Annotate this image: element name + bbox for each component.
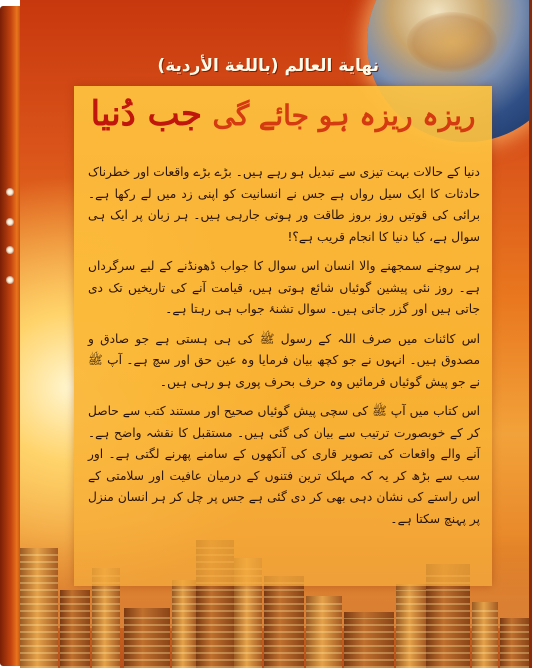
series-title: نهاية العالم (باللغة الأردية)	[157, 56, 379, 76]
spine-hole	[6, 276, 14, 284]
building	[264, 576, 304, 668]
front-cover	[20, 0, 532, 668]
text-panel	[74, 86, 492, 586]
blurb-paragraph: اس کائنات میں صرف اللہ کے رسول ﷺ کی ہی ہستی ہے جو صادق و مصدوق ہیں۔ انہوں نے جو کچھ بیان فرمایا وہ عین حق اور سچ ہے۔ آپ ﷺ نے جو پیش گوئیاں فرمائیں وہ حرف بحرف پوری ہو رہی ہیں۔	[88, 331, 480, 389]
building	[20, 548, 58, 668]
blurb-paragraph: ہر سوچنے سمجھنے والا انسان اس سوال کا جواب ڈھونڈنے کے لیے سرگرداں ہے۔ روز نئی پیشین گوئیاں شائع ہوتی ہیں، قیامت آنے کی تاریخیں تک دی جاتی ہیں اور گزر جاتی ہیں۔ سوال تشنۂ جواب ہی رہتا ہے۔	[88, 259, 480, 316]
building	[396, 584, 426, 668]
building	[306, 596, 342, 668]
building	[344, 612, 394, 668]
spine-hole	[6, 246, 14, 254]
blurb-paragraph: دنیا کے حالات بہت تیزی سے تبدیل ہو رہے ہیں۔ بڑے بڑے واقعات اور خطرناک حادثات کا ایک سیل رواں ہے جس نے انسانیت کو اپنی زد میں لے رکھا ہے۔ برائی کی قوتیں روز بروز طاقت ور ہوتی جارہی ہیں۔ ہر زبان پر ایک ہی سوال ہے، کیا دنیا کا انجام قریب ہے؟!	[88, 165, 480, 244]
building	[472, 602, 498, 668]
book-title-part2: ریزہ ریزہ ہو جائے گی	[212, 99, 476, 132]
blurb	[88, 162, 480, 538]
book-title-part1: جب دُنیا	[90, 94, 203, 134]
blurb-paragraph: اس کتاب میں آپ ﷺ کی سچی پیش گوئیاں صحیح اور مستند کتب سے حاصل کر کے خوبصورت ترتیب سے بیان کی گئی ہیں۔ مستقبل کا نقشہ واضح ہے۔ آنے والے واقعات کی تصویر قاری کی آنکھوں کے سامنے پھرنے لگتی ہے۔ اور سب سے بڑھ کر یہ کہ مہلک ترین فتنوں کے درمیان عافیت اور سلامتی کے اس راستے کی نشان دہی بھی کر دی گئی ہے جس پر چل کر ہر انسان منزل پر پہنچ سکتا ہے۔	[88, 404, 480, 526]
building	[500, 618, 529, 668]
building	[60, 590, 90, 668]
book-title	[74, 94, 492, 134]
spine-hole	[6, 188, 14, 196]
spine-hole	[6, 218, 14, 226]
building	[124, 608, 170, 668]
building	[172, 580, 196, 668]
